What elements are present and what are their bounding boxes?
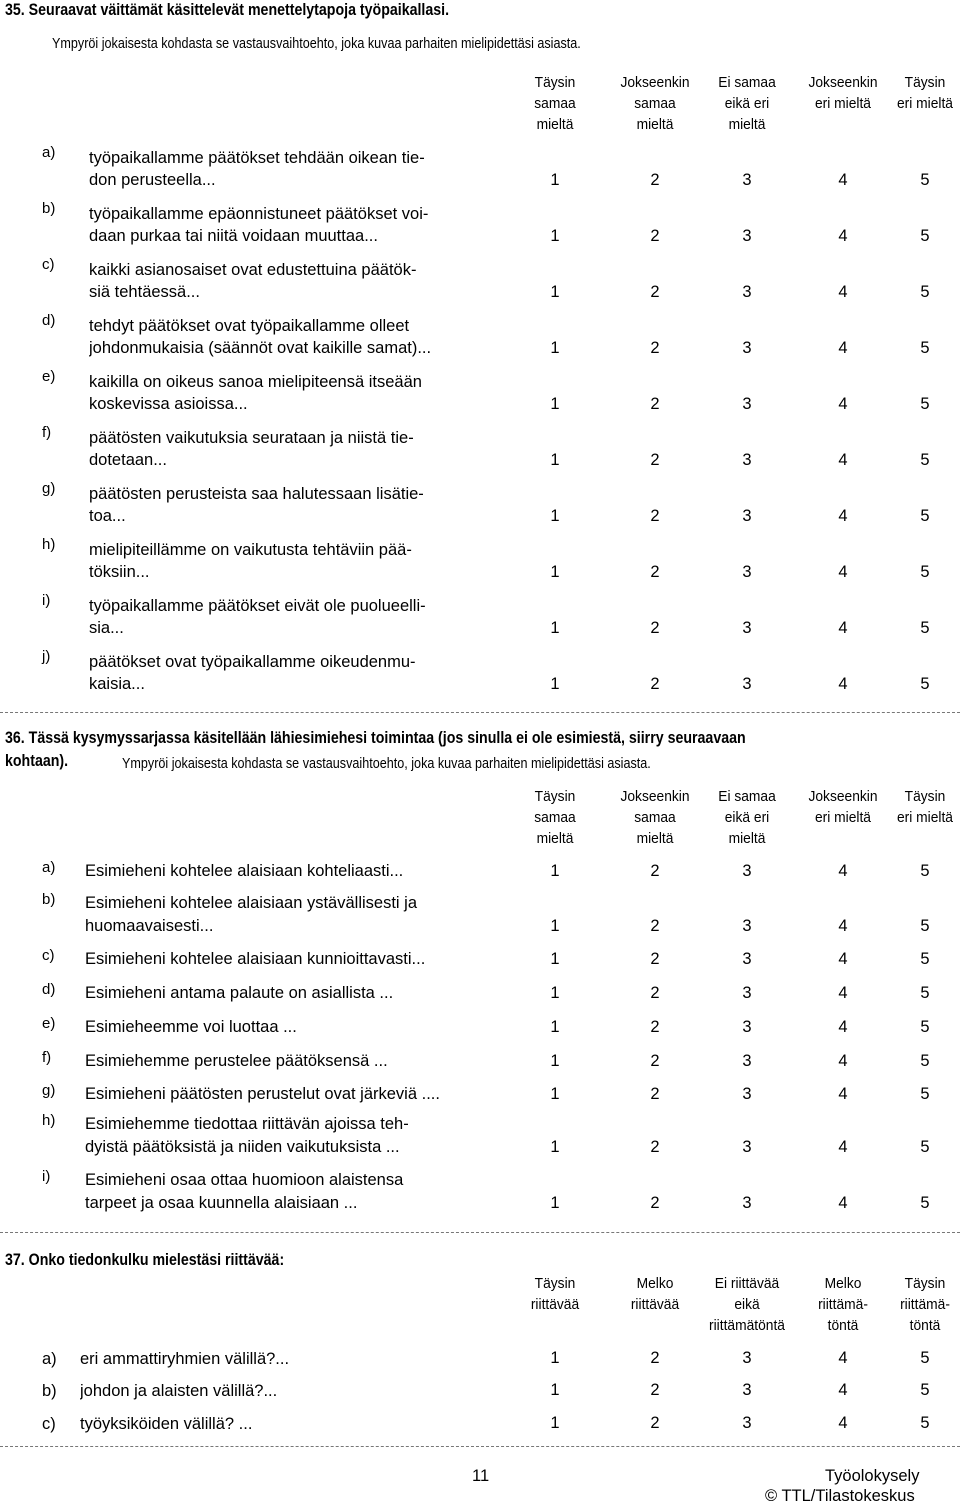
item-text-line: Esimieheemme voi luottaa ... xyxy=(85,1018,297,1036)
scale-option-1[interactable]: 1 xyxy=(550,1138,560,1156)
scale-option-3[interactable]: 3 xyxy=(742,984,752,1002)
scale-option-3[interactable]: 3 xyxy=(742,1085,752,1103)
scale-option-3[interactable]: 3 xyxy=(742,563,752,581)
column-header-line: Täysin xyxy=(534,74,576,91)
scale-option-3[interactable]: 3 xyxy=(742,619,752,637)
scale-option-3[interactable]: 3 xyxy=(742,1349,752,1367)
column-header-line: mieltä xyxy=(728,116,766,133)
item-text-line: toa... xyxy=(89,507,126,525)
scale-option-5[interactable]: 5 xyxy=(920,395,930,413)
column-header-line: mieltä xyxy=(536,830,574,847)
scale-option-4[interactable]: 4 xyxy=(838,507,848,525)
scale-option-5[interactable]: 5 xyxy=(920,1414,930,1432)
column-header xyxy=(692,72,802,135)
scale-option-4[interactable]: 4 xyxy=(838,1085,848,1103)
scale-option-5[interactable]: 5 xyxy=(920,619,930,637)
scale-option-4[interactable]: 4 xyxy=(838,862,848,880)
column-header-line: töntä xyxy=(909,1317,941,1334)
scale-option-1[interactable]: 1 xyxy=(550,507,560,525)
scale-option-1[interactable]: 1 xyxy=(550,1349,560,1367)
scale-option-2[interactable]: 2 xyxy=(650,1018,660,1036)
column-header-line: Jokseenkin xyxy=(808,74,878,91)
scale-option-3[interactable]: 3 xyxy=(742,507,752,525)
scale-option-3[interactable]: 3 xyxy=(742,1052,752,1070)
column-header-line: Ei samaa xyxy=(718,74,776,91)
scale-option-2[interactable]: 2 xyxy=(650,675,660,693)
scale-option-3[interactable]: 3 xyxy=(742,917,752,935)
column-header xyxy=(500,786,610,849)
question-title: 35. Seuraavat väittämät käsittelevät menettelytapoja työpaikallasi. xyxy=(5,1,450,19)
item-text-line: päätösten vaikutuksia seurataan ja niistä tie- xyxy=(89,429,414,447)
column-header-line: Melko xyxy=(824,1275,862,1292)
item-text-line: koskevissa asioissa... xyxy=(89,395,248,413)
column-header-line: eri mieltä xyxy=(814,95,871,112)
item-label: h) xyxy=(42,536,56,553)
column-header-line: Täysin xyxy=(534,1275,576,1292)
item-text-line: Esimieheni kohtelee alaisiaan kunnioittavasti... xyxy=(85,950,426,968)
item-text-line: Esimieheni osaa ottaa huomioon alaistensa xyxy=(85,1171,404,1189)
scale-option-2[interactable]: 2 xyxy=(650,1414,660,1432)
item-label: b) xyxy=(42,1382,57,1400)
section-divider xyxy=(0,712,960,713)
column-header xyxy=(870,72,960,114)
column-header-line: eikä eri xyxy=(724,809,770,826)
item-label: b) xyxy=(42,891,56,908)
item-label: c) xyxy=(42,1415,56,1433)
item-label: a) xyxy=(42,859,56,876)
column-header-line: töntä xyxy=(827,1317,859,1334)
scale-option-4[interactable]: 4 xyxy=(838,451,848,469)
scale-option-1[interactable]: 1 xyxy=(550,1194,560,1212)
column-header-line: riittämä- xyxy=(818,1296,868,1313)
scale-option-1[interactable]: 1 xyxy=(550,339,560,357)
column-header-line: mieltä xyxy=(636,830,674,847)
item-label: e) xyxy=(42,1015,56,1032)
item-text-line: mielipiteillämme on vaikutusta tehtäviin pää- xyxy=(89,541,412,559)
scale-option-3[interactable]: 3 xyxy=(742,395,752,413)
scale-option-1[interactable]: 1 xyxy=(550,950,560,968)
item-label: g) xyxy=(42,1082,56,1099)
scale-option-5[interactable]: 5 xyxy=(920,1138,930,1156)
scale-option-1[interactable]: 1 xyxy=(550,563,560,581)
scale-option-4[interactable]: 4 xyxy=(838,563,848,581)
scale-option-5[interactable]: 5 xyxy=(920,451,930,469)
scale-option-5[interactable]: 5 xyxy=(920,1052,930,1070)
survey-name: Työolokysely xyxy=(825,1467,920,1485)
column-header-line: riittävää xyxy=(630,1296,680,1313)
column-header xyxy=(870,786,960,828)
scale-option-2[interactable]: 2 xyxy=(650,917,660,935)
item-label: j) xyxy=(42,648,51,665)
scale-option-3[interactable]: 3 xyxy=(742,862,752,880)
scale-option-1[interactable]: 1 xyxy=(550,171,560,189)
scale-option-1[interactable]: 1 xyxy=(550,984,560,1002)
scale-option-4[interactable]: 4 xyxy=(838,395,848,413)
column-header xyxy=(500,72,610,135)
item-text-line: johdon ja alaisten välillä?... xyxy=(80,1382,278,1400)
item-text-line: siä tehtäessä... xyxy=(89,283,200,301)
item-text-line: Esimieheni antama palaute on asiallista ... xyxy=(85,984,394,1002)
scale-option-4[interactable]: 4 xyxy=(838,950,848,968)
scale-option-3[interactable]: 3 xyxy=(742,451,752,469)
scale-option-4[interactable]: 4 xyxy=(838,1381,848,1399)
column-header-line: samaa xyxy=(534,809,576,826)
scale-option-5[interactable]: 5 xyxy=(920,227,930,245)
column-header-line: samaa xyxy=(634,95,676,112)
scale-option-2[interactable]: 2 xyxy=(650,1085,660,1103)
scale-option-2[interactable]: 2 xyxy=(650,1194,660,1212)
scale-option-5[interactable]: 5 xyxy=(920,283,930,301)
column-header-line: eikä eri xyxy=(724,95,770,112)
scale-option-5[interactable]: 5 xyxy=(920,984,930,1002)
column-header-line: eikä xyxy=(734,1296,760,1313)
item-text-line: Esimieheni päätösten perustelut ovat järkeviä .... xyxy=(85,1085,440,1103)
item-label: e) xyxy=(42,368,56,385)
scale-option-4[interactable]: 4 xyxy=(838,339,848,357)
scale-option-5[interactable]: 5 xyxy=(920,1381,930,1399)
column-header-line: Ei samaa xyxy=(718,788,776,805)
scale-option-2[interactable]: 2 xyxy=(650,984,660,1002)
scale-option-1[interactable]: 1 xyxy=(550,619,560,637)
scale-option-5[interactable]: 5 xyxy=(920,563,930,581)
section-divider xyxy=(0,1232,960,1233)
scale-option-5[interactable]: 5 xyxy=(920,1018,930,1036)
scale-option-1[interactable]: 1 xyxy=(550,1018,560,1036)
scale-option-3[interactable]: 3 xyxy=(742,283,752,301)
scale-option-5[interactable]: 5 xyxy=(920,917,930,935)
item-label: c) xyxy=(42,947,55,964)
column-header-line: mieltä xyxy=(636,116,674,133)
column-header-line: mieltä xyxy=(536,116,574,133)
question-title: 37. Onko tiedonkulku mielestäsi riittävää: xyxy=(5,1251,285,1269)
scale-option-5[interactable]: 5 xyxy=(920,507,930,525)
item-label: b) xyxy=(42,200,56,217)
question-title: 36. Tässä kysymyssarjassa käsitellään lähiesimiehesi toimintaa (jos sinulla ei ole esimiestä, siirry seuraavaan xyxy=(5,729,746,747)
item-text-line: työpaikallamme päätökset tehdään oikean tie- xyxy=(89,149,425,167)
scale-option-5[interactable]: 5 xyxy=(920,1194,930,1212)
scale-option-2[interactable]: 2 xyxy=(650,950,660,968)
column-header-line: eri mieltä xyxy=(896,95,953,112)
scale-option-5[interactable]: 5 xyxy=(920,171,930,189)
question-title: kohtaan). xyxy=(5,752,69,770)
item-text-line: päätösten perusteista saa halutessaan lisätie- xyxy=(89,485,424,503)
scale-option-1[interactable]: 1 xyxy=(550,451,560,469)
column-header-line: eri mieltä xyxy=(896,809,953,826)
scale-option-4[interactable]: 4 xyxy=(838,984,848,1002)
scale-option-4[interactable]: 4 xyxy=(838,1052,848,1070)
item-text-line: tehdyt päätökset ovat työpaikallamme olleet xyxy=(89,317,410,335)
item-text-line: tarpeet ja osaa kuunnella alaisiaan ... xyxy=(85,1194,358,1212)
scale-option-4[interactable]: 4 xyxy=(838,1414,848,1432)
column-header xyxy=(692,1273,802,1336)
scale-option-2[interactable]: 2 xyxy=(650,1138,660,1156)
scale-option-1[interactable]: 1 xyxy=(550,675,560,693)
item-label: f) xyxy=(42,1049,52,1066)
item-label: f) xyxy=(42,424,52,441)
scale-option-3[interactable]: 3 xyxy=(742,950,752,968)
scale-option-2[interactable]: 2 xyxy=(650,1381,660,1399)
scale-option-4[interactable]: 4 xyxy=(838,1018,848,1036)
column-header-line: Jokseenkin xyxy=(620,788,690,805)
scale-option-1[interactable]: 1 xyxy=(550,862,560,880)
item-text-line: Esimieheni kohtelee alaisiaan kohteliaasti... xyxy=(85,862,404,880)
page-number: 11 xyxy=(472,1467,490,1485)
item-label: d) xyxy=(42,312,56,329)
scale-option-1[interactable]: 1 xyxy=(550,227,560,245)
scale-option-1[interactable]: 1 xyxy=(550,917,560,935)
scale-option-3[interactable]: 3 xyxy=(742,1194,752,1212)
item-text-line: työpaikallamme päätökset eivät ole puolueelli- xyxy=(89,597,426,615)
item-text-line: Esimiehemme tiedottaa riittävän ajoissa teh- xyxy=(85,1115,409,1133)
item-text-line: don perusteella... xyxy=(89,171,216,189)
item-label: c) xyxy=(42,256,55,273)
column-header-line: Jokseenkin xyxy=(620,74,690,91)
item-text-line: kaikki asianosaiset ovat edustettuina päätök- xyxy=(89,261,417,279)
column-header-line: Täysin xyxy=(904,1275,946,1292)
column-header xyxy=(500,1273,610,1315)
column-header-line: Melko xyxy=(636,1275,674,1292)
item-label: g) xyxy=(42,480,56,497)
scale-option-4[interactable]: 4 xyxy=(838,675,848,693)
item-text-line: työpaikallamme epäonnistuneet päätökset voi- xyxy=(89,205,429,223)
item-label: i) xyxy=(42,1168,51,1185)
section-divider xyxy=(0,1446,960,1447)
column-header-line: Täysin xyxy=(904,74,946,91)
column-header-line: Ei riittävää xyxy=(714,1275,780,1292)
scale-option-3[interactable]: 3 xyxy=(742,339,752,357)
column-header-line: Täysin xyxy=(904,788,946,805)
scale-option-2[interactable]: 2 xyxy=(650,283,660,301)
column-header-line: samaa xyxy=(634,809,676,826)
scale-option-1[interactable]: 1 xyxy=(550,1414,560,1432)
scale-option-1[interactable]: 1 xyxy=(550,1381,560,1399)
scale-option-2[interactable]: 2 xyxy=(650,507,660,525)
question-instruction: Ympyröi jokaisesta kohdasta se vastausvaihtoehto, joka kuvaa parhaiten mielipidettäsi asiasta. xyxy=(52,35,581,52)
scale-option-2[interactable]: 2 xyxy=(650,451,660,469)
scale-option-4[interactable]: 4 xyxy=(838,171,848,189)
column-header xyxy=(692,786,802,849)
scale-option-2[interactable]: 2 xyxy=(650,227,660,245)
column-header-line: samaa xyxy=(534,95,576,112)
item-text-line: päätökset ovat työpaikallamme oikeudenmu- xyxy=(89,653,416,671)
scale-option-5[interactable]: 5 xyxy=(920,1349,930,1367)
scale-option-5[interactable]: 5 xyxy=(920,675,930,693)
item-label: d) xyxy=(42,981,56,998)
scale-option-3[interactable]: 3 xyxy=(742,1414,752,1432)
scale-option-3[interactable]: 3 xyxy=(742,1018,752,1036)
scale-option-1[interactable]: 1 xyxy=(550,395,560,413)
scale-option-1[interactable]: 1 xyxy=(550,283,560,301)
item-text-line: Esimieheni kohtelee alaisiaan ystävällisesti ja xyxy=(85,894,418,912)
column-header-line: Jokseenkin xyxy=(808,788,878,805)
column-header-line: mieltä xyxy=(728,830,766,847)
scale-option-3[interactable]: 3 xyxy=(742,1381,752,1399)
item-label: i) xyxy=(42,592,51,609)
copyright: © TTL/Tilastokeskus xyxy=(765,1487,915,1505)
scale-option-2[interactable]: 2 xyxy=(650,395,660,413)
scale-option-1[interactable]: 1 xyxy=(550,1052,560,1070)
item-text-line: kaisia... xyxy=(89,675,145,693)
scale-option-4[interactable]: 4 xyxy=(838,1349,848,1367)
item-text-line: sia... xyxy=(89,619,124,637)
scale-option-2[interactable]: 2 xyxy=(650,1052,660,1070)
item-text-line: eri ammattiryhmien välillä?... xyxy=(80,1350,290,1368)
scale-option-1[interactable]: 1 xyxy=(550,1085,560,1103)
scale-option-3[interactable]: 3 xyxy=(742,1138,752,1156)
item-text-line: dyistä päätöksistä ja niiden vaikutuksista ... xyxy=(85,1138,400,1156)
scale-option-4[interactable]: 4 xyxy=(838,1194,848,1212)
column-header-line: riittämätöntä xyxy=(709,1317,785,1334)
scale-option-2[interactable]: 2 xyxy=(650,619,660,637)
scale-option-4[interactable]: 4 xyxy=(838,227,848,245)
scale-option-2[interactable]: 2 xyxy=(650,1349,660,1367)
scale-option-5[interactable]: 5 xyxy=(920,950,930,968)
item-label: a) xyxy=(42,1350,57,1368)
column-header xyxy=(870,1273,960,1336)
item-text-line: kaikilla on oikeus sanoa mielipiteensä itseään xyxy=(89,373,422,391)
item-text-line: työyksiköiden välillä? ... xyxy=(80,1415,253,1433)
scale-option-3[interactable]: 3 xyxy=(742,675,752,693)
question-instruction: Ympyröi jokaisesta kohdasta se vastausvaihtoehto, joka kuvaa parhaiten mielipidettäsi asiasta. xyxy=(122,755,651,772)
column-header-line: riittämä- xyxy=(900,1296,950,1313)
item-text-line: töksiin... xyxy=(89,563,150,581)
scale-option-4[interactable]: 4 xyxy=(838,283,848,301)
scale-option-4[interactable]: 4 xyxy=(838,619,848,637)
item-text-line: dotetaan... xyxy=(89,451,167,469)
scale-option-3[interactable]: 3 xyxy=(742,227,752,245)
scale-option-2[interactable]: 2 xyxy=(650,171,660,189)
scale-option-5[interactable]: 5 xyxy=(920,862,930,880)
item-text-line: johdonmukaisia (säännöt ovat kaikille samat)... xyxy=(89,339,432,357)
scale-option-2[interactable]: 2 xyxy=(650,339,660,357)
scale-option-4[interactable]: 4 xyxy=(838,1138,848,1156)
scale-option-5[interactable]: 5 xyxy=(920,1085,930,1103)
column-header-line: Täysin xyxy=(534,788,576,805)
item-text-line: Esimiehemme perustelee päätöksensä ... xyxy=(85,1052,388,1070)
item-text-line: daan purkaa tai niitä voidaan muuttaa... xyxy=(89,227,378,245)
scale-option-5[interactable]: 5 xyxy=(920,339,930,357)
scale-option-3[interactable]: 3 xyxy=(742,171,752,189)
column-header-line: eri mieltä xyxy=(814,809,871,826)
scale-option-2[interactable]: 2 xyxy=(650,563,660,581)
item-label: a) xyxy=(42,144,56,161)
item-text-line: huomaavaisesti... xyxy=(85,917,214,935)
column-header-line: riittävää xyxy=(530,1296,580,1313)
item-label: h) xyxy=(42,1112,56,1129)
scale-option-4[interactable]: 4 xyxy=(838,917,848,935)
scale-option-2[interactable]: 2 xyxy=(650,862,660,880)
